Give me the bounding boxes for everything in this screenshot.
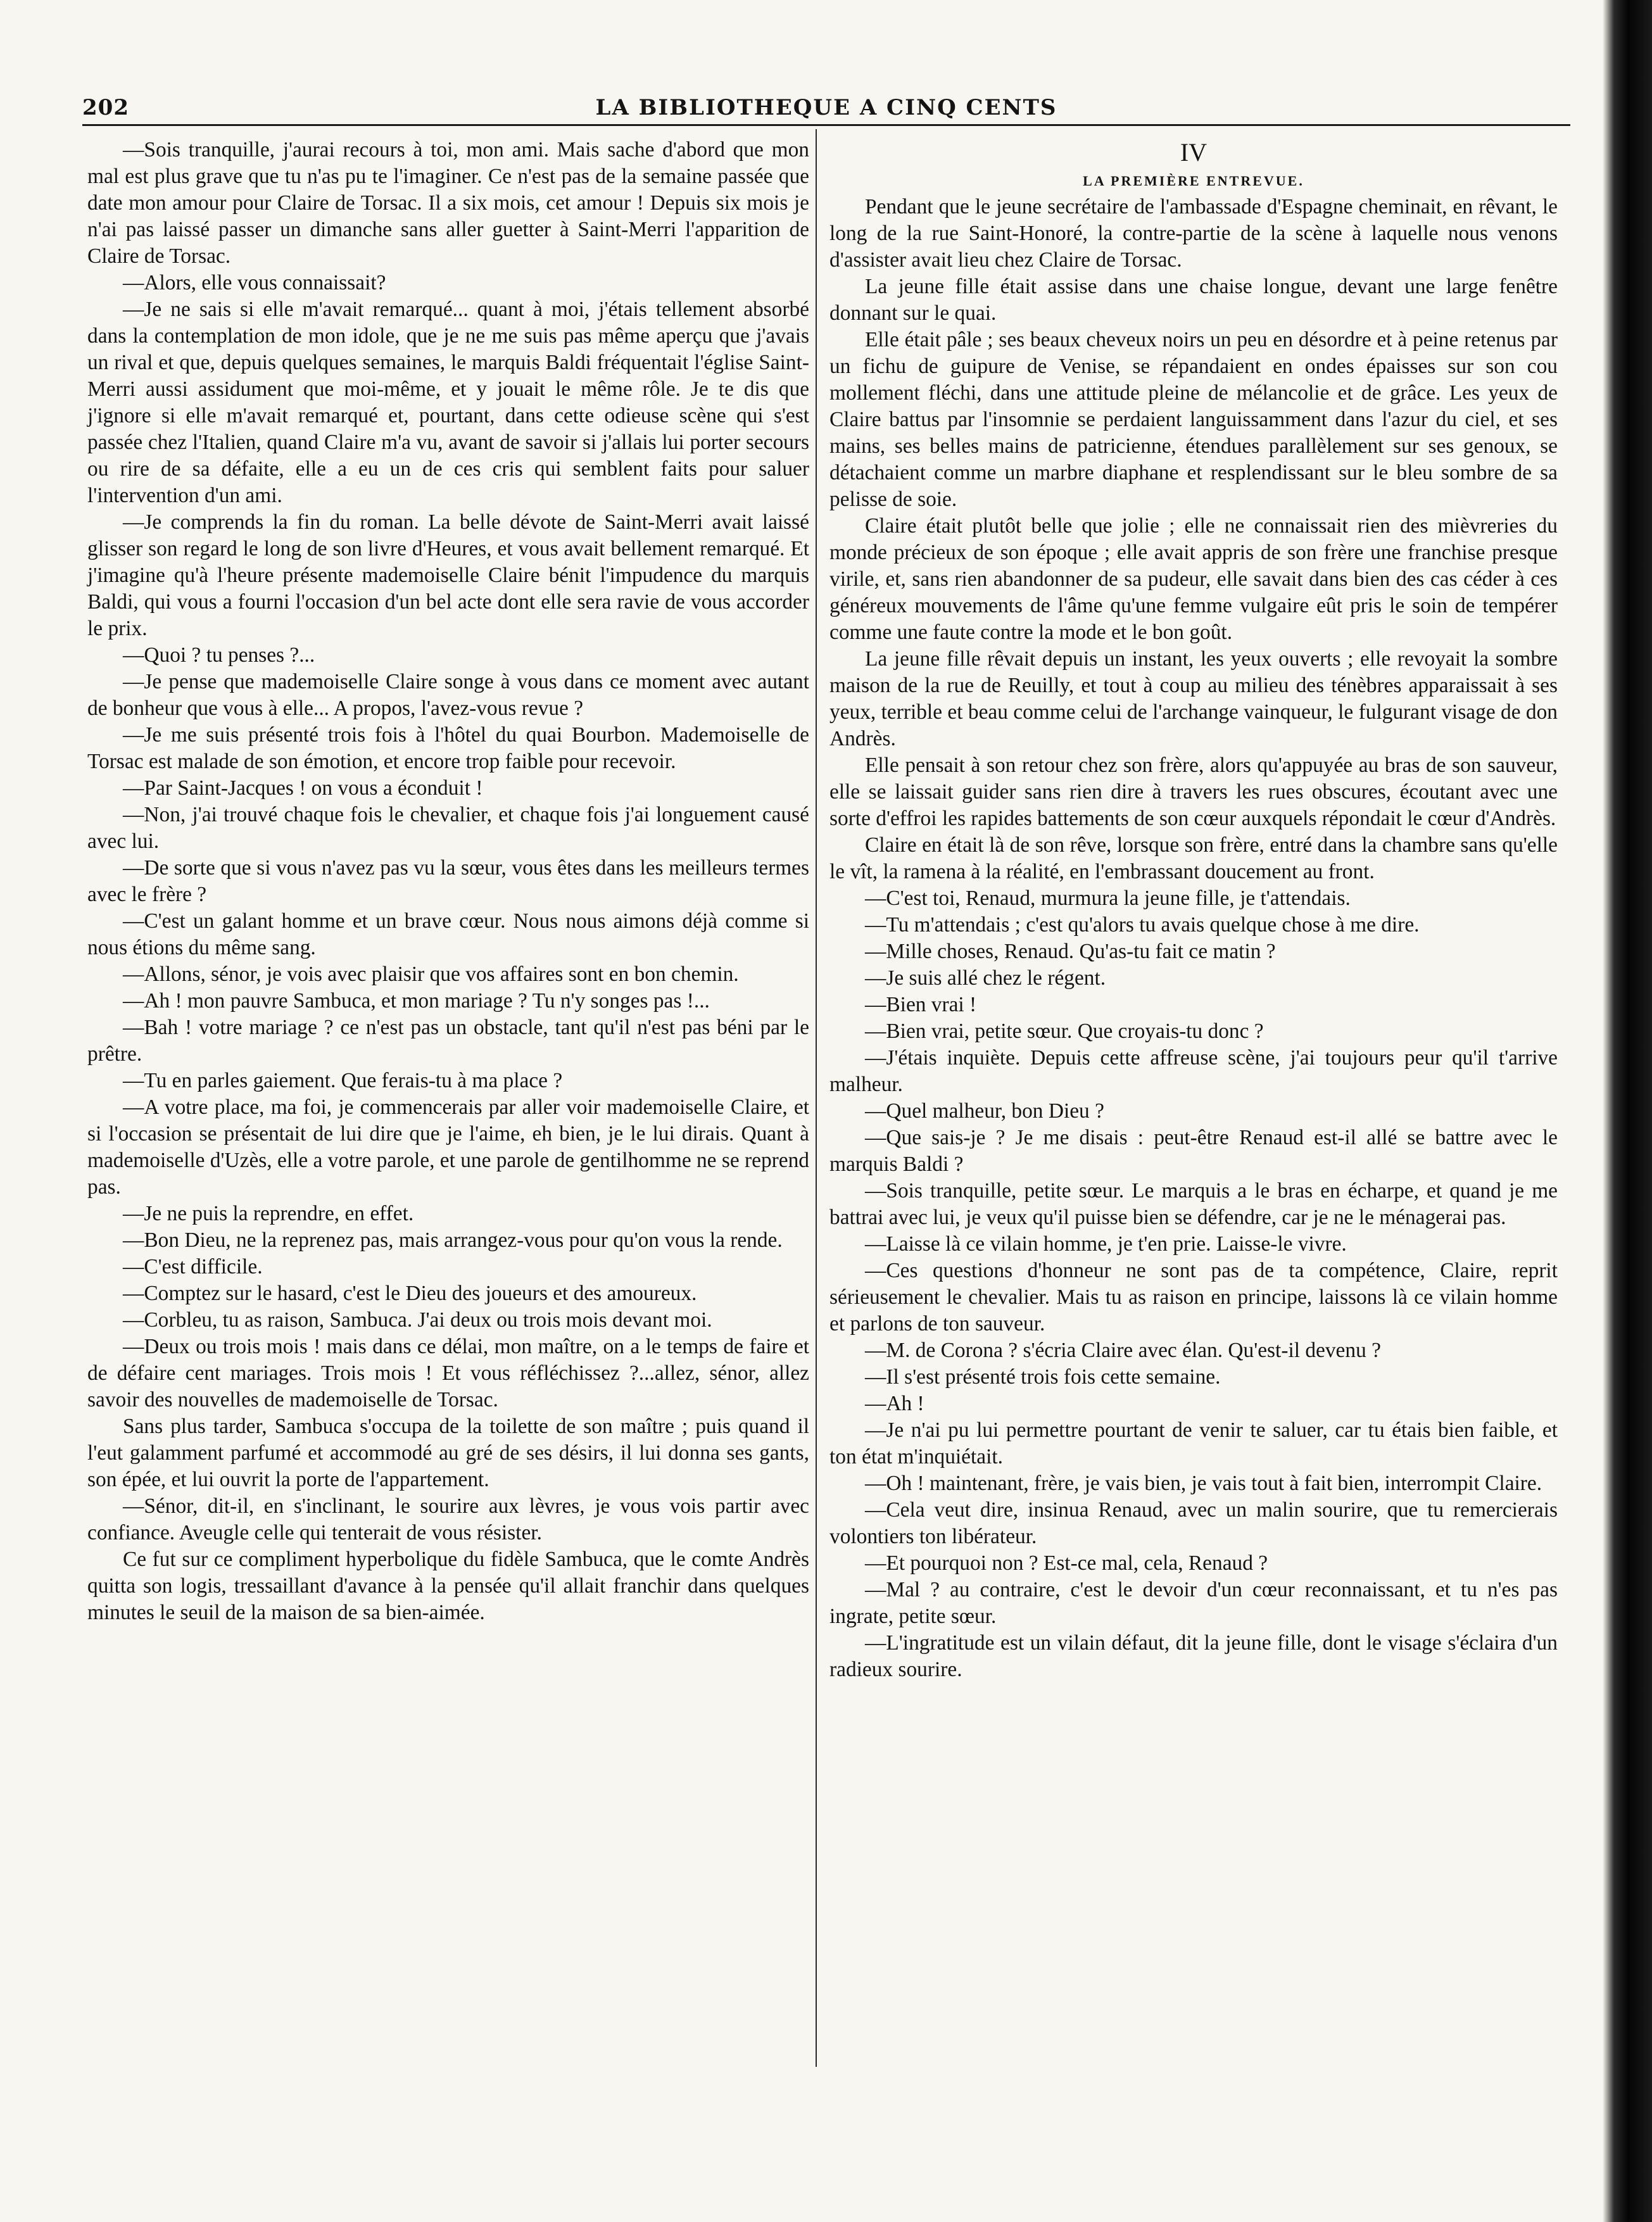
paragraph: —Ah ! mon pauvre Sambuca, et mon mariage ? Tu n'y songes pas !...	[123, 989, 710, 1013]
paragraph: —Oh ! maintenant, frère, je vais bien, je vais tout à fait bien, interrompit Claire.	[865, 1472, 1542, 1495]
paragraph: —Cela veut dire, insinua Renaud, avec un malin sourire, que tu remercierais volontiers ton libérateur.	[829, 1498, 1558, 1548]
paragraph: —Je pense que mademoiselle Claire songe à vous dans ce moment avec autant de bonheur que vous à elle... A propos, l'avez-vous revue ?	[87, 670, 809, 720]
paragraph: —De sorte que si vous n'avez pas vu la sœur, vous êtes dans les meilleurs termes avec le frère ?	[87, 856, 809, 906]
paragraph: Claire en était là de son rêve, lorsque son frère, entré dans la chambre sans qu'elle le vît, la ramena à la réalité, en l'embrassant doucement au front.	[829, 833, 1558, 883]
column-divider	[816, 129, 817, 2067]
page-number: 202	[82, 95, 129, 120]
paragraph: —Ah !	[865, 1392, 924, 1415]
paragraph: —Deux ou trois mois ! mais dans ce délai, mon maître, on a le temps de faire et de défaire cent mariages. Trois mois ! Et vous réfléchissez ?...allez, sénor, allez savoir des nouvelles de mademoiselle de Torsac.	[87, 1335, 809, 1411]
header-rule	[82, 124, 1570, 126]
paragraph: —Sois tranquille, j'aurai recours à toi, mon ami. Mais sache d'abord que mon mal est plus grave que tu n'as pu te l'imaginer. Ce n'est pas de la semaine passée que date mon amour pour Claire de Torsac. Il a six mois, cet amour ! Depuis six mois je n'ai pas laissé passer un dimanche sans aller guetter à Saint-Merri l'apparition de Claire de Torsac.	[87, 138, 809, 268]
paragraph: —L'ingratitude est un vilain défaut, dit la jeune fille, dont le visage s'éclaira d'un radieux sourire.	[829, 1631, 1558, 1681]
paragraph: —M. de Corona ? s'écria Claire avec élan. Qu'est-il devenu ?	[865, 1339, 1381, 1362]
paragraph: Sans plus tarder, Sambuca s'occupa de la toilette de son maître ; puis quand il l'eut galamment parfumé et accommodé au gré de ses désirs, il lui donna ses gants, son épée, et lui ouvrit la porte de l'appartement.	[87, 1415, 809, 1491]
paragraph: —Tu m'attendais ; c'est qu'alors tu avais quelque chose à me dire.	[865, 913, 1420, 937]
paragraph: —J'étais inquiète. Depuis cette affreuse scène, j'ai toujours peur qu'il t'arrive malheur.	[829, 1046, 1558, 1096]
paragraph: —Mal ? au contraire, c'est le devoir d'un cœur reconnaissant, et tu n'es pas ingrate, petite sœur.	[829, 1578, 1558, 1628]
paragraph: —Bien vrai !	[865, 993, 977, 1016]
paragraph: —Je ne sais si elle m'avait remarqué... quant à moi, j'étais tellement absorbé dans la contemplation de mon idole, que je ne me suis pas même aperçu que j'avais un rival et que, depuis quelques semaines, le marquis Baldi fréquentait l'église Saint-Merri aussi assidument que moi-même, et y jouait le même rôle. Je te dis que j'ignore si elle m'avait remarqué et, pourtant, dans cette odieuse scène qui s'est passée chez l'Italien, quand Claire m'a vu, avant de savoir si j'allais lui porter secours ou rire de sa défaite, elle a eu un de ces cris qui semblent faits pour saluer l'intervention d'un ami.	[87, 298, 809, 507]
paragraph: —Comptez sur le hasard, c'est le Dieu des joueurs et des amoureux.	[123, 1282, 697, 1305]
paragraph: —C'est un galant homme et un brave cœur. Nous nous aimons déjà comme si nous étions du même sang.	[87, 909, 809, 959]
paragraph: —Je ne puis la reprendre, en effet.	[123, 1202, 414, 1225]
paragraph: —C'est difficile.	[123, 1255, 263, 1278]
paragraph: —Alors, elle vous connaissait?	[123, 271, 386, 294]
page-binding-edge	[1603, 0, 1652, 2222]
paragraph: —Que sais-je ? Je me disais : peut-être Renaud est-il allé se battre avec le marquis Baldi ?	[829, 1126, 1558, 1176]
paragraph: —Bon Dieu, ne la reprenez pas, mais arrangez-vous pour qu'on vous la rende.	[123, 1228, 783, 1252]
paragraph: —Non, j'ai trouvé chaque fois le chevalier, et chaque fois j'ai longuement causé avec lui.	[87, 803, 809, 853]
paragraph: —Corbleu, tu as raison, Sambuca. J'ai deux ou trois mois devant moi.	[123, 1308, 712, 1332]
paragraph: —Laisse là ce vilain homme, je t'en prie. Laisse-le vivre.	[865, 1232, 1347, 1256]
paragraph: —Bah ! votre mariage ? ce n'est pas un obstacle, tant qu'il n'est pas béni par le prêtre.	[87, 1016, 809, 1066]
paragraph: Claire était plutôt belle que jolie ; elle ne connaissait rien des mièvreries du monde précieux de son époque ; elle avait appris de son frère une franchise presque virile, et, sans rien abandonner de sa pudeur, elle savait dans bien des cas céder à ces généreux mouvements de l'âme qu'une femme vulgaire eût pris le soin de tempérer comme une faute contre la mode et le bon goût.	[829, 514, 1558, 644]
paragraph: Ce fut sur ce compliment hyperbolique du fidèle Sambuca, que le comte Andrès quitta son logis, tressaillant d'avance à la pensée qu'il allait franchir dans quelques minutes le seuil de la maison de sa bien-aimée.	[87, 1548, 809, 1624]
paragraph: La jeune fille était assise dans une chaise longue, devant une large fenêtre donnant sur le quai.	[829, 275, 1558, 325]
paragraph: Pendant que le jeune secrétaire de l'ambassade d'Espagne cheminait, en rêvant, le long de la rue Saint-Honoré, la contre-partie de la scène à laquelle nous venons d'assister avait lieu chez Claire de Torsac.	[829, 195, 1558, 272]
left-column	[87, 137, 809, 1626]
paragraph: —Allons, sénor, je vois avec plaisir que vos affaires sont en bon chemin.	[123, 963, 739, 986]
paragraph: —Quoi ? tu penses ?...	[123, 643, 315, 667]
paragraph: —Bien vrai, petite sœur. Que croyais-tu donc ?	[865, 1019, 1264, 1043]
running-title: LA BIBLIOTHEQUE A CINQ CENTS	[595, 95, 1057, 120]
paragraph: —C'est toi, Renaud, murmura la jeune fille, je t'attendais.	[865, 887, 1351, 910]
paragraph: —Quel malheur, bon Dieu ?	[865, 1099, 1104, 1123]
paragraph: —Il s'est présenté trois fois cette semaine.	[865, 1365, 1221, 1389]
paragraph: —Je n'ai pu lui permettre pourtant de venir te saluer, car tu étais bien faible, et ton état m'inquiétait.	[829, 1418, 1558, 1468]
paragraph: —Par Saint-Jacques ! on vous a éconduit !	[123, 776, 483, 800]
paragraph: —Sois tranquille, petite sœur. Le marquis a le bras en écharpe, et quand je me battrai avec lui, je veux qu'il puisse bien se défendre, car je ne le ménagerai pas.	[829, 1179, 1558, 1229]
paragraph: —Sénor, dit-il, en s'inclinant, le sourire aux lèvres, je vous vois partir avec confiance. Aveugle celle qui tenterait de vous résister.	[87, 1494, 809, 1544]
paragraph: —Tu en parles gaiement. Que ferais-tu à ma place ?	[123, 1069, 563, 1092]
paragraph: —Je suis allé chez le régent.	[865, 966, 1106, 990]
chapter-number: IV	[1180, 138, 1207, 167]
paragraph: La jeune fille rêvait depuis un instant, les yeux ouverts ; elle revoyait la sombre maison de la rue de Reuilly, et tout à coup au milieu des ténèbres apparaissait à ses yeux, terrible et beau comme celui de l'archange vainqueur, le fulgurant visage de don Andrès.	[829, 647, 1558, 750]
page-header	[82, 84, 1570, 120]
chapter-title: LA PREMIÈRE ENTREVUE.	[1083, 173, 1304, 189]
paragraph: Elle était pâle ; ses beaux cheveux noirs un peu en désordre et à peine retenus par un fichu de guipure de Venise, se répandaient en ondes épaisses sur son cou mollement fléchi, dans une attitude pleine de mélancolie et de grâce. Les yeux de Claire battus par l'insomnie se perdaient languissamment dans l'azur du ciel, et ses mains, ses belles mains de patricienne, étendues parallèlement sur ses genoux, se détachaient comme un marbre diaphane et resplendissant sur le bleu sombre de sa pelisse de soie.	[829, 328, 1558, 511]
paragraph: —A votre place, ma foi, je commencerais par aller voir mademoiselle Claire, et si l'occasion se présentait de lui dire que je l'aime, eh bien, je le lui dirais. Quant à mademoiselle d'Uzès, elle a votre parole, et une parole de gentilhomme ne se reprend pas.	[87, 1095, 809, 1199]
right-column	[829, 137, 1558, 1683]
paragraph: —Ces questions d'honneur ne sont pas de ta compétence, Claire, reprit sérieusement le chevalier. Mais tu as raison en principe, laissons là ce vilain homme et parlons de ton sauveur.	[829, 1259, 1558, 1335]
paragraph: —Mille choses, Renaud. Qu'as-tu fait ce matin ?	[865, 940, 1276, 963]
paragraph: —Et pourquoi non ? Est-ce mal, cela, Renaud ?	[865, 1551, 1268, 1575]
paragraph: —Je comprends la fin du roman. La belle dévote de Saint-Merri avait laissé glisser son regard le long de son livre d'Heures, et vous avait bellement remarqué. Et j'imagine qu'à l'heure présente mademoiselle Claire bénit l'impudence du marquis Baldi, qui vous a fourni l'occasion d'un bel acte dont elle sera ravie de vous accorder le prix.	[87, 510, 809, 640]
paragraph: Elle pensait à son retour chez son frère, alors qu'appuyée au bras de son sauveur, elle se laissait guider sans rien dire à travers les rues obscures, écoutant avec une sorte d'effroi les rapides battements de son cœur auxquels répondait le cœur d'Andrès.	[829, 754, 1558, 830]
paragraph: —Je me suis présenté trois fois à l'hôtel du quai Bourbon. Mademoiselle de Torsac est malade de son émotion, et encore trop faible pour recevoir.	[87, 723, 809, 773]
